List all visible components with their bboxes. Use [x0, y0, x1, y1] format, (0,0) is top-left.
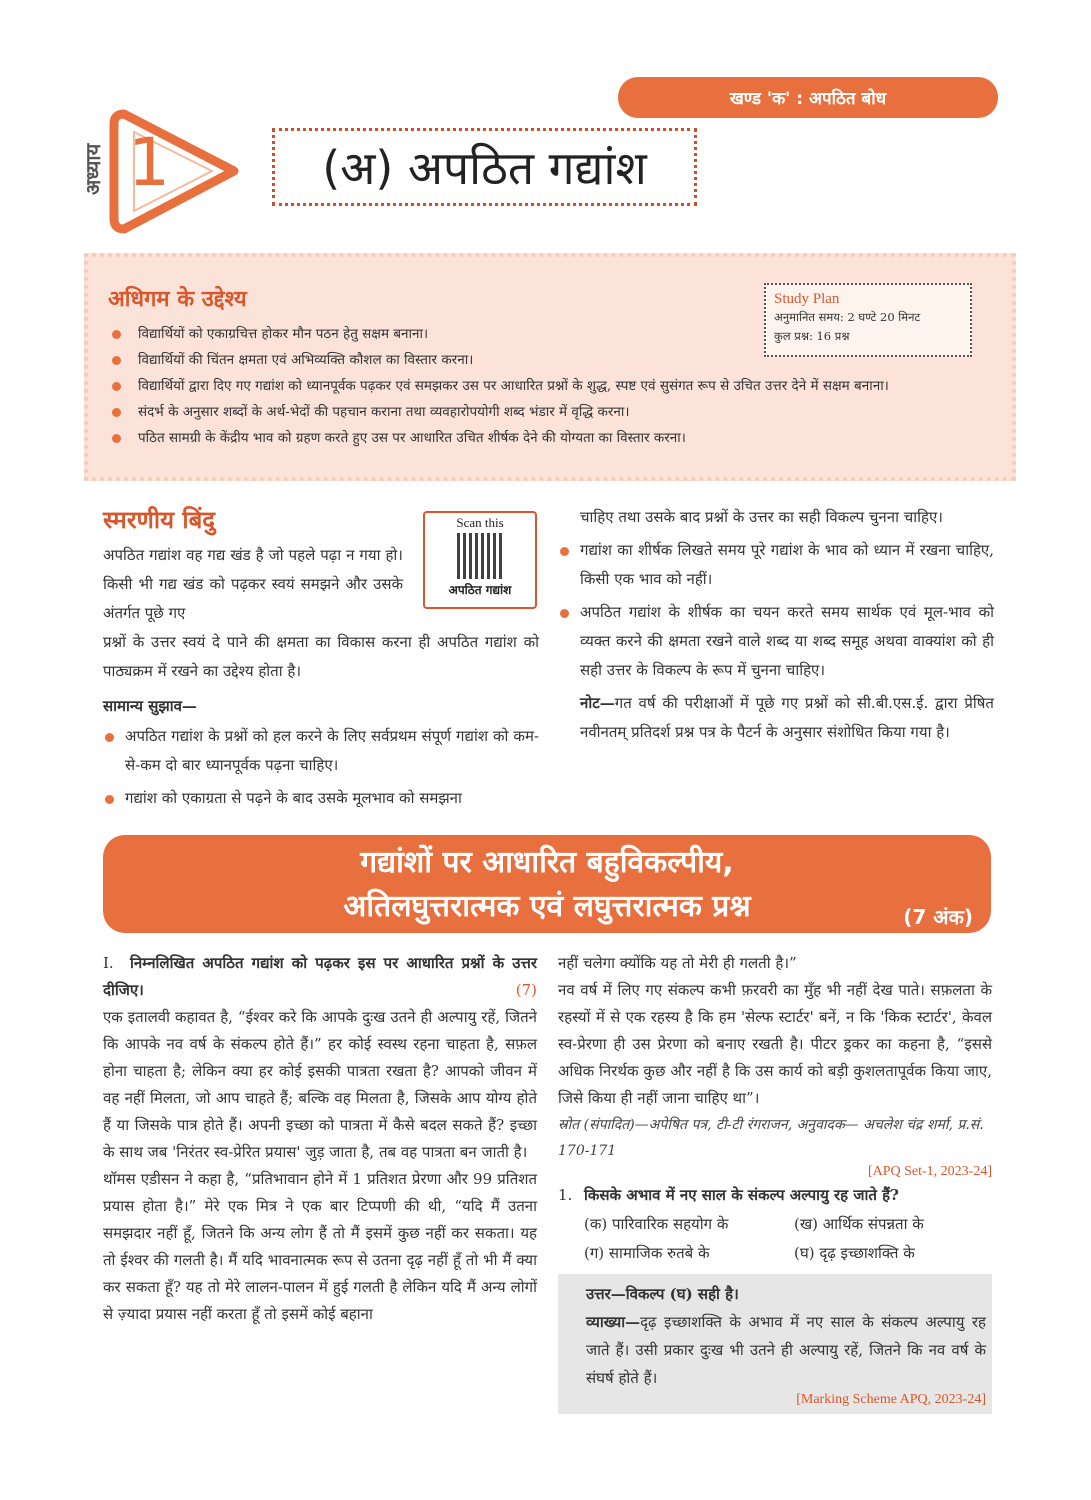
section-banner	[103, 835, 991, 933]
list-item: विद्यार्थियों द्वारा दिए गए गद्यांश को ध्यानपूर्वक पढ़कर एवं समझकर उस पर आधारित प्रश्नों के शुद्ध, स्पष्ट एवं सुसंगत रूप से उचित उत्तर देने में सक्षम बनाना।	[108, 373, 992, 399]
study-plan-time: अनुमानित समय: 2 घण्टे 20 मिनट	[774, 310, 921, 324]
list-item: गद्यांश का शीर्षक लिखते समय पूरे गद्यांश के भाव को ध्यान में रखना चाहिए, किसी एक भाव को नहीं।	[558, 536, 994, 594]
option-ga[interactable]: (ग) सामाजिक रुतबे के	[584, 1244, 710, 1262]
note	[558, 689, 994, 747]
bullet-icon	[105, 795, 114, 804]
passage-source: स्रोत (संपादित)—अपेषित पत्र, टी-टी रंगराजन, अनुवादक— अचलेश चंद्र शर्मा, प्र.सं. 170-171	[558, 1117, 984, 1159]
list-item: अपठित गद्यांश के शीर्षक का चयन करते समय सार्थक एवं मूल-भाव को व्यक्त करने की क्षमता रखने वाले शब्द या शब्द समूह अथवा वाक्यांश को ही सही उत्तर के विकल्प के रूप में चुनना चाहिए।	[558, 598, 994, 685]
passage-left-column	[103, 950, 537, 1328]
list-item: अपठित गद्यांश के प्रश्नों को हल करने के लिए सर्वप्रथम संपूर्ण गद्यांश को कम-से-कम दो बार ध्यानपूर्वक पढ़ना चाहिए।	[103, 722, 539, 780]
qr-scan-label: Scan this	[456, 515, 504, 530]
intro-paragraph: अपठित गद्यांश वह गद्य खंड है जो पहले पढ़ा न गया हो। किसी भी गद्य खंड को पढ़कर स्वयं समझने और उसके अंतर्गत पूछे गए	[103, 546, 403, 622]
bullet-icon	[112, 356, 121, 365]
list-item: गद्यांश को एकाग्रता से पढ़ने के बाद उसके मूलभाव को समझना	[103, 784, 539, 813]
banner-line-2: अतिलघुत्तरात्मक एवं लघुत्तरात्मक प्रश्न	[343, 889, 751, 924]
passage-instruction-text: निम्नलिखित अपठित गद्यांश को पढ़कर इस पर आधारित प्रश्नों के उत्तर दीजिए।	[103, 954, 537, 999]
question-number: 1.	[558, 1186, 573, 1204]
remember-left-column	[103, 503, 539, 817]
qr-code-box[interactable]	[423, 511, 537, 609]
passage-instruction	[103, 950, 537, 1004]
option-ka[interactable]: (क) पारिवारिक सहयोग के	[584, 1215, 729, 1233]
chapter-number: 1	[128, 124, 170, 201]
banner-line-1: गद्यांशों पर आधारित बहुविकल्पीय,	[360, 845, 734, 880]
remember-heading: स्मरणीय बिंदु	[103, 506, 216, 534]
list-item: विद्यार्थियों को एकाग्रचित्त होकर मौन पठन हेतु सक्षम बनाना।	[108, 321, 728, 347]
chapter-word: अध्याय	[81, 143, 105, 195]
explanation-text: दृढ़ इच्छाशक्ति के अभाव में नए साल के संकल्प अल्पायु रह जाते हैं। उसी प्रकार दुःख भी उतने ही अल्पायु रहें, जितने कि नव वर्ष के संघर्ष होते हैं।	[586, 1313, 986, 1387]
note-text: गत वर्ष की परीक्षाओं में पूछे गए प्रश्नों को सी.बी.एस.ई. द्वारा प्रेषित नवीनतम् प्रतिदर्श प्रश्न पत्र के पैटर्न के अनुसार संशोधित किया गया है।	[580, 694, 994, 741]
option-kha[interactable]: (ख) आर्थिक संपन्नता के	[794, 1215, 924, 1233]
passage-number: I.	[103, 954, 114, 972]
passage-marks: (7)	[515, 981, 537, 999]
list-item: संदर्भ के अनुसार शब्दों के अर्थ-भेदों की पहचान कराना तथा व्यवहारोपयोगी शब्द भंडार में वृद्धि करना।	[108, 399, 992, 425]
passage-paragraph-2: थॉमस एडीसन ने कहा है, “प्रतिभावान होने में 1 प्रतिशत प्रेरणा और 99 प्रतिशत प्रयास होता है।” मेरे एक मित्र ने एक बार टिप्पणी की थी, “यदि मैं उतना समझदार नहीं हूँ, जितने कि अन्य लोग हैं तो मैं इसमें कुछ नहीं कर सकता। यह तो ईश्वर की गलती है। मैं यदि भावनात्मक रूप से उतना दृढ़ नहीं हूँ तो भी मैं क्या कर सकता हूँ? यह तो मेरे लालन-पालन में हुई गलती है लेकिन यदि मैं अन्य लोगों से ज़्यादा प्रयास नहीं करता हूँ तो इसमें कोई बहाना	[103, 1170, 537, 1323]
passage-paragraph-3: नव वर्ष में लिए गए संकल्प कभी फ़रवरी का मुँह भी नहीं देख पाते। सफ़लता के रहस्यों में से एक रहस्य है कि हम 'सेल्फ स्टार्टर' बनें, न कि 'किक स्टार्टर', केवल स्व-प्रेरणा ही उस प्रेरणा को बनाए रखती है। पीटर ड्रकर का कहना है, “इससे अधिक निरर्थक कुछ और नहीं है कि उस कार्य को बड़ी कुशलतापूर्वक किया जाए, जिसे किया ही नहीं जाना चाहिए था”।	[558, 981, 992, 1107]
option-gha[interactable]: (घ) दृढ़ इच्छाशक्ति के	[794, 1244, 915, 1262]
passage-right-column	[558, 950, 992, 1414]
section-tab: खण्ड 'क' : अपठित बोध	[618, 77, 998, 118]
passage-paragraph-1: एक इतालवी कहावत है, “ईश्वर करे कि आपके दुःख उतने ही अल्पायु रहें, जितने कि आपके नव वर्ष के संकल्प होते हैं।” हर कोई स्वस्थ रहना चाहता है, सफ़ल होना चाहता है; लेकिन क्या हर कोई इसकी पात्रता रखता है? आपको जीवन में वह नहीं मिलता, जो आप चाहते हैं; बल्कि वह मिलता है, जिसके आप योग्य होते हैं या जिसके पात्र होते हैं। अपनी इच्छा को पात्रता में कैसे बदल सकते हैं? इच्छा के साथ जब 'निरंतर स्व-प्रेरित प्रयास' जुड़ जाता है, तब वह पात्रता बन जाती है।	[103, 1008, 537, 1161]
explanation-label: व्याख्या—	[586, 1313, 641, 1331]
question-text: किसके अभाव में नए साल के संकल्प अल्पायु रह जाते हैं?	[584, 1186, 899, 1204]
remember-right-column	[558, 503, 994, 747]
tips-heading: सामान्य सुझाव—	[103, 697, 197, 715]
bullet-icon	[560, 547, 569, 556]
bullet-icon	[105, 733, 114, 742]
study-plan-box	[764, 283, 972, 357]
question-1	[558, 1180, 992, 1210]
explanation	[586, 1308, 986, 1392]
chapter-title: (अ) अपठित गद्यांश	[272, 128, 697, 206]
qr-code-icon	[457, 533, 503, 579]
bullet-icon	[112, 330, 121, 339]
intro-paragraph-continued: प्रश्नों के उत्तर स्वयं दे पाने की क्षमता का विकास करना ही अपठित गद्यांश को पाठ्यक्रम में रखने का उद्देश्य होता है।	[103, 633, 539, 680]
answer-box	[558, 1274, 992, 1414]
passage-paragraph-2-continued: नहीं चलेगा क्योंकि यह तो मेरी ही गलती है।”	[558, 954, 797, 972]
list-item: विद्यार्थियों की चिंतन क्षमता एवं अभिव्यक्ति कौशल का विस्तार करना।	[108, 347, 728, 373]
qr-caption: अपठित गद्यांश	[448, 583, 512, 597]
answer-line: उत्तर—विकल्प (घ) सही है।	[586, 1285, 739, 1303]
bullet-icon	[112, 408, 121, 417]
study-plan-title: Study Plan	[774, 291, 840, 307]
answer-reference: [Marking Scheme APQ, 2023-24]	[796, 1392, 986, 1407]
bullet-icon	[112, 434, 121, 443]
bullet-icon	[112, 382, 121, 391]
objectives-heading: अधिगम के उद्देश्य	[108, 287, 247, 312]
list-item: पठित सामग्री के केंद्रीय भाव को ग्रहण करते हुए उस पर आधारित उचित शीर्षक देने की योग्यता का विस्तार करना।	[108, 425, 992, 451]
tips-list	[103, 722, 539, 813]
bullet-icon	[560, 609, 569, 618]
chapter-play-icon	[104, 104, 249, 239]
study-plan-questions: कुल प्रश्न: 16 प्रश्न	[774, 329, 850, 343]
tips-list-right	[558, 536, 994, 685]
passage-reference: [APQ Set-1, 2023-24]	[867, 1164, 992, 1179]
banner-marks: (7 अंक)	[903, 905, 973, 929]
options-grid	[558, 1210, 992, 1268]
tip-continued: चाहिए तथा उसके बाद प्रश्नों के उत्तर का सही विकल्प चुनना चाहिए।	[580, 508, 943, 526]
note-label: नोट—	[580, 694, 615, 712]
